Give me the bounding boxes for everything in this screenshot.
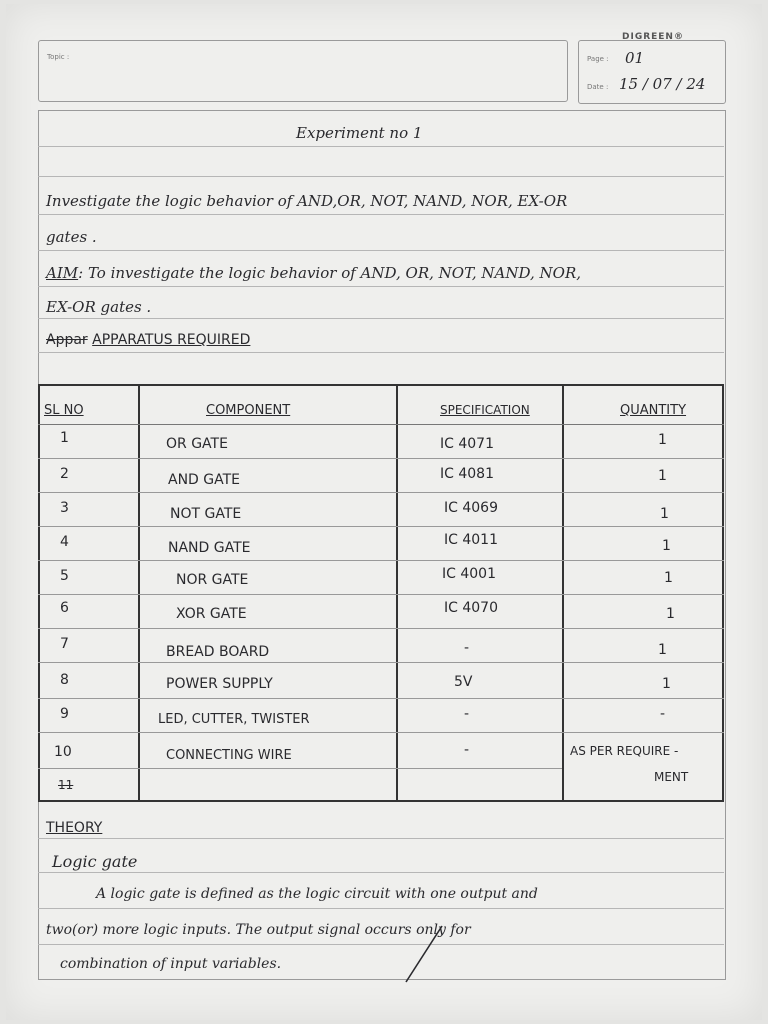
row-9-spec: - [464,706,470,722]
apparatus-struck-word: Appar [46,332,88,348]
row-5-qty: 1 [664,570,673,586]
theory-heading: THEORY [46,820,103,836]
row-6-spec: IC 4070 [444,600,498,616]
row-3-component: NOT GATE [170,506,242,522]
row-5-sl: 5 [60,568,69,584]
row-1-sl: 1 [60,430,69,446]
row-3-sl: 3 [60,500,69,516]
page-value: 01 [625,49,645,67]
row-5-component: NOR GATE [176,572,249,588]
row-4-component: NAND GATE [168,540,251,556]
row-10-sl: 10 [54,744,72,760]
topic-field [38,40,568,102]
aim-text: : To investigate the logic behavior of AND, OR, NOT, NAND, NOR, [78,264,582,282]
brand-logo: DIGREEN® [622,32,684,42]
row-3-spec: IC 4069 [444,500,498,516]
row-7-component: BREAD BOARD [166,644,270,660]
date-value: 15 / 07 / 24 [619,75,706,93]
row-8-spec: 5V [454,674,473,690]
row-8-qty: 1 [662,676,671,692]
header-quantity: QUANTITY [620,403,687,418]
theory-subheading: Logic gate [52,852,138,871]
aim-line-2: EX-OR gates . [46,298,152,316]
row-10-component: CONNECTING WIRE [166,748,292,763]
aim-line-1 [46,264,581,282]
header-specification: SPECIFICATION [440,403,530,417]
row-6-sl: 6 [60,600,69,616]
row-10-qty-cont: MENT [654,770,689,784]
apparatus-line [46,332,250,348]
header-sl-no: SL NO [44,403,84,418]
page-date-box [578,40,726,104]
theory-line-3: combination of input variables. [60,956,282,972]
row-6-qty: 1 [666,606,675,622]
row-8-sl: 8 [60,672,69,688]
objective-line-1: Investigate the logic behavior of AND,OR, NOT, NAND, NOR, EX-OR [46,192,568,210]
row-11-sl: 11 [58,778,74,792]
header-component: COMPONENT [206,403,291,418]
row-9-sl: 9 [60,706,69,722]
topic-label: Topic : [47,53,70,61]
page-label: Page : [587,55,609,63]
row-2-qty: 1 [658,468,667,484]
row-2-spec: IC 4081 [440,466,494,482]
row-4-sl: 4 [60,534,69,550]
objective-line-2: gates . [46,228,97,246]
row-1-qty: 1 [658,432,667,448]
apparatus-heading: APPARATUS REQUIRED [92,332,251,348]
row-9-qty: - [660,706,666,722]
row-2-sl: 2 [60,466,69,482]
row-1-component: OR GATE [166,436,228,452]
row-4-qty: 1 [662,538,671,554]
row-3-qty: 1 [660,506,669,522]
page-title: Experiment no 1 [296,124,423,142]
content-area [38,110,726,980]
row-5-spec: IC 4001 [442,566,496,582]
aim-label: AIM [46,264,79,282]
row-1-spec: IC 4071 [440,436,494,452]
row-6-component: XOR GATE [176,606,247,622]
row-10-qty: AS PER REQUIRE - [570,744,679,758]
theory-line-1: A logic gate is defined as the logic circuit with one output and [96,886,538,902]
row-7-spec: - [464,640,470,656]
theory-line-2: two(or) more logic inputs. The output signal occurs only for [46,922,471,938]
row-7-qty: 1 [658,642,667,658]
row-9-component: LED, CUTTER, TWISTER [158,712,310,727]
row-8-component: POWER SUPPLY [166,676,273,692]
row-10-spec: - [464,742,470,758]
pen-stroke-mark [404,924,444,984]
date-label: Date : [587,83,609,91]
row-2-component: AND GATE [168,472,241,488]
row-4-spec: IC 4011 [444,532,498,548]
row-7-sl: 7 [60,636,69,652]
